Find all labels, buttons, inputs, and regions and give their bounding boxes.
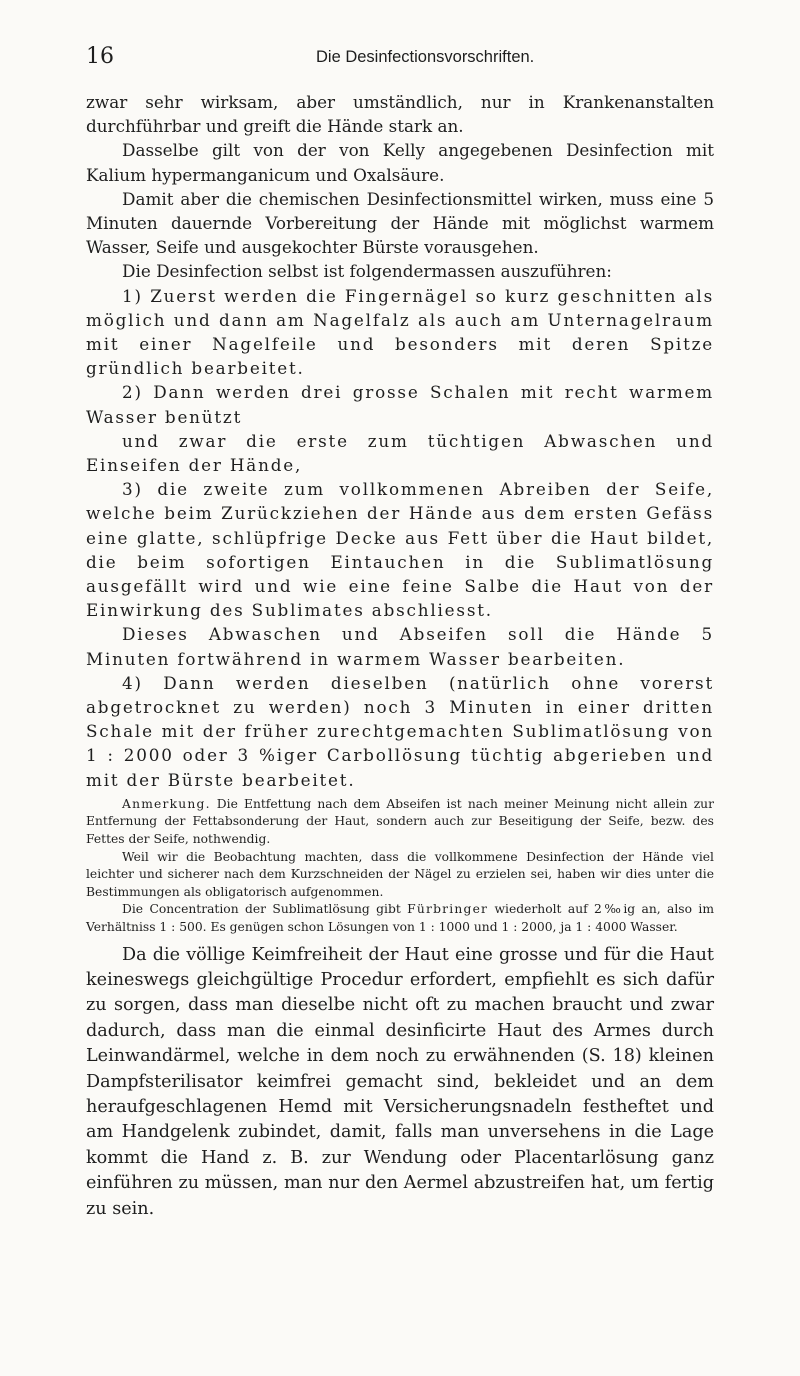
instruction-step-4: 4) Dann werden dieselben (natürlich ohne vorerst abgetrocknet zu werden) noch 3 Minuten in einer dritten Schale mit der früher zurechtgemachten Sublimatlösung von 1 : 2000 oder 3 %iger Carbollösung tüchtig abgerieben und mit der Bürste bearbeitet.	[86, 672, 714, 790]
note-text: Die Entfettung nach dem Abseifen ist nach meiner Meinung nicht allein zur Entfernung der Fettabsonderung der Haut, sondern auch zur Beseitigung der Seife, bezw. des Fettes der Seife, nothwendig.	[86, 796, 714, 847]
closing-text	[86, 943, 714, 1222]
instruction-step-1: 1) Zuerst werden die Fingernägel so kurz geschnitten als möglich und dann am Nagelfalz als auch am Unternagelraum mit einer Nagelfeile und besonders mit deren Spitze gründlich bearbeitet.	[86, 285, 714, 379]
paragraph: zwar sehr wirksam, aber umständlich, nur in Krankenanstalten durchführbar und greift die Hände stark an.	[86, 92, 714, 137]
instruction-step-3-cont: Dieses Abwaschen und Abseifen soll die Hände 5 Minuten fortwährend in warmem Wasser bearbeiten.	[86, 624, 714, 669]
paragraph: Dasselbe gilt von der von Kelly angegebenen Desinfection mit Kalium hypermanganicum und Oxalsäure.	[86, 140, 714, 185]
instruction-step-3: 3) die zweite zum vollkommenen Abreiben der Seife, welche beim Zurückziehen der Hände aus dem ersten Gefäss eine glatte, schlüpfrige Decke aus Fett über die Haut bildet, die beim sofortigen Eintauchen in die Sublimatlösung ausgefällt wird und wie eine feine Salbe die Haut von der Einwirkung des Sublimates abschliesst.	[86, 479, 714, 621]
footnote-block	[86, 796, 714, 937]
note-text: Die Concentration der Sublimatlösung gibt	[122, 902, 401, 917]
cited-author: Fürbringer	[407, 902, 489, 917]
note-paragraph: Weil wir die Beobachtung machten, dass die vollkommene Desinfection der Hände viel leichter und sicherer nach dem Kurzschneiden der Nägel zu erzielen sei, haben wir dies unter die Bestimmungen als obligatorisch aufgenommen.	[86, 849, 714, 899]
main-text	[86, 90, 714, 792]
note-text: wiederholt auf 2‰ig an, also im Verhältniss 1 : 500. Es genügen schon Lösungen von 1 : 1000 und 1 : 2000, ja 1 : 4000 Wasser.	[86, 902, 714, 935]
note-paragraph	[86, 796, 714, 849]
note-paragraph	[86, 901, 714, 936]
running-title: Die Desinfectionsvorschriften.	[316, 48, 535, 66]
instruction-step-2-cont: und zwar die erste zum tüchtigen Abwaschen und Einseifen der Hände,	[86, 430, 714, 476]
page-header	[86, 44, 714, 80]
page-number: 16	[86, 44, 114, 69]
instruction-step-2: 2) Dann werden drei grosse Schalen mit recht warmem Wasser benützt	[86, 382, 714, 427]
paragraph: Damit aber die chemischen Desinfectionsmittel wirken, muss eine 5 Minuten dauernde Vorbereitung der Hände mit möglichst warmem Wasser, Seife und ausgekochter Bürste vorausgehen.	[86, 188, 714, 258]
paragraph: Da die völlige Keimfreiheit der Haut eine grosse und für die Haut keineswegs gleichgültige Procedur erfordert, empfiehlt es sich dafür zu sorgen, dass man dieselbe nicht oft zu machen braucht und zwar dadurch, dass man die einmal desinficirte Haut des Armes durch Leinwandärmel, welche in dem noch zu erwähnenden (S. 18) kleinen Dampfsterilisator keimfrei gemacht sind, bekleidet und an dem heraufgeschlagenen Hemd mit Versicherungsnadeln festheftet und am Handgelenk zubindet, damit, falls man unversehens in die Lage kommt die Hand z. B. zur Wendung oder Placentarlösung ganz einführen zu müssen, man nur den Aermel abzustreifen hat, um fertig zu sein.	[86, 944, 714, 1219]
paragraph: Die Desinfection selbst ist folgendermassen auszuführen:	[122, 261, 612, 282]
note-label: Anmerkung.	[122, 796, 211, 811]
